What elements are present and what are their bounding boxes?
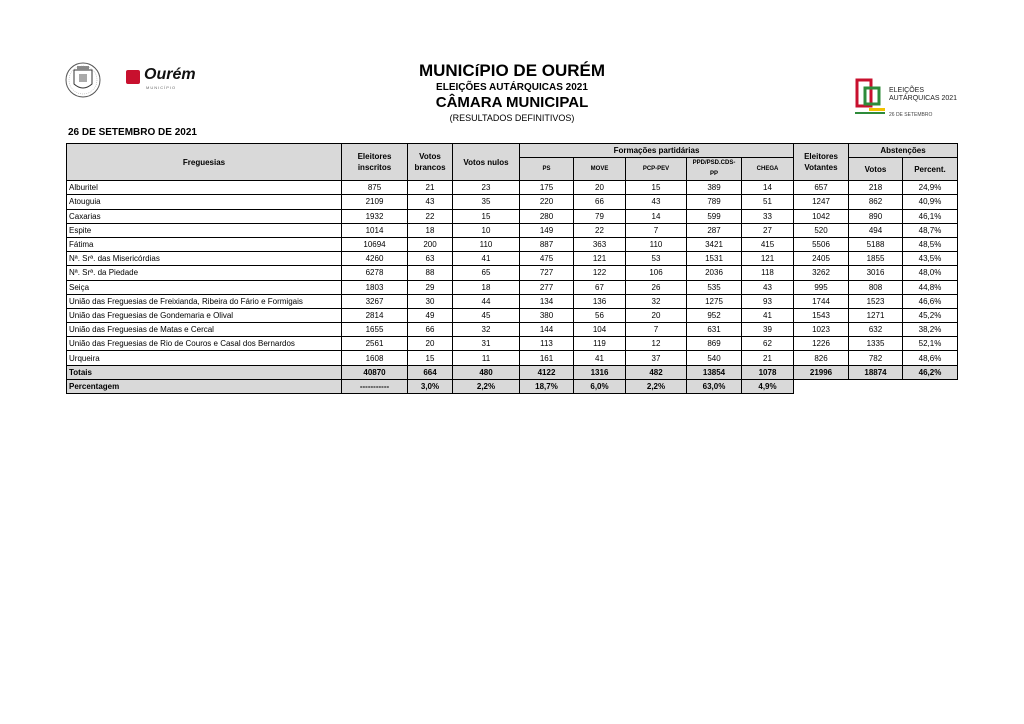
results-rows — [67, 181, 958, 365]
table-cell: 14 — [742, 181, 794, 195]
table-cell: 122 — [574, 266, 626, 280]
table-cell: 10 — [453, 223, 520, 237]
freguesia-name: União das Freguesias de Matas e Cercal — [67, 323, 342, 337]
table-cell: 632 — [849, 323, 903, 337]
header-party-move: MOVE — [574, 158, 626, 181]
freguesia-name: Nª. Srª. das Misericórdias — [67, 252, 342, 266]
table-cell: 31 — [453, 337, 520, 351]
table-cell: 11 — [453, 351, 520, 365]
table-cell: 144 — [520, 323, 574, 337]
table-cell: 22 — [408, 209, 453, 223]
table-cell: 14 — [626, 209, 687, 223]
elections-logo-text: ELEIÇÕES AUTÁRQUICAS 2021 — [889, 87, 958, 102]
header-abstencoes-percent: Percent. — [903, 158, 958, 181]
freguesia-name: Atouguia — [67, 195, 342, 209]
table-cell: 535 — [687, 280, 742, 294]
table-cell: 890 — [849, 209, 903, 223]
table-cell: 22 — [574, 223, 626, 237]
table-cell: 110 — [626, 237, 687, 251]
table-row — [67, 294, 958, 308]
table-cell: 1655 — [342, 323, 408, 337]
table-row — [67, 181, 958, 195]
table-cell: 3016 — [849, 266, 903, 280]
ourem-wordmark-sub: MUNICÍPIO — [146, 85, 177, 90]
table-cell: 21 — [408, 181, 453, 195]
freguesia-name: União das Freguesias de Freixianda, Ribeira do Fário e Formigais — [67, 294, 342, 308]
table-cell: 3421 — [687, 237, 742, 251]
table-cell: 12 — [626, 337, 687, 351]
table-cell: 43,5% — [903, 252, 958, 266]
freguesia-name: Alburitel — [67, 181, 342, 195]
elections-logo-date: 26 DE SETEMBRO — [889, 112, 933, 118]
table-cell: 1608 — [342, 351, 408, 365]
table-cell: 18 — [453, 280, 520, 294]
table-cell: 1275 — [687, 294, 742, 308]
table-cell: 380 — [520, 308, 574, 322]
table-cell: 287 — [687, 223, 742, 237]
table-cell: 65 — [453, 266, 520, 280]
table-cell: 48,5% — [903, 237, 958, 251]
table-cell: 2036 — [687, 266, 742, 280]
table-cell: 45 — [453, 308, 520, 322]
table-cell: 475 — [520, 252, 574, 266]
header-votos-brancos: Votos brancos — [408, 144, 453, 181]
table-cell: 826 — [794, 351, 849, 365]
header-freguesias: Freguesias — [67, 144, 342, 181]
table-cell: 21 — [742, 351, 794, 365]
table-cell: 39 — [742, 323, 794, 337]
page-body-title: CÂMARA MUNICIPAL — [435, 94, 589, 111]
table-cell: 782 — [849, 351, 903, 365]
table-row — [67, 195, 958, 209]
table-cell: 389 — [687, 181, 742, 195]
table-cell: 149 — [520, 223, 574, 237]
table-cell: 494 — [849, 223, 903, 237]
table-cell: 161 — [520, 351, 574, 365]
table-cell: 869 — [687, 337, 742, 351]
table-cell: 62 — [742, 337, 794, 351]
table-cell: 29 — [408, 280, 453, 294]
freguesia-name: Espite — [67, 223, 342, 237]
table-cell: 1523 — [849, 294, 903, 308]
table-cell: 2814 — [342, 308, 408, 322]
header-eleitores-votantes: Eleitores Votantes — [794, 144, 849, 181]
table-row — [67, 323, 958, 337]
table-cell: 104 — [574, 323, 626, 337]
table-cell: 66 — [408, 323, 453, 337]
results-table — [66, 143, 958, 394]
table-cell: 48,7% — [903, 223, 958, 237]
table-cell: 6278 — [342, 266, 408, 280]
table-cell: 18 — [408, 223, 453, 237]
table-cell: 280 — [520, 209, 574, 223]
table-cell: 1023 — [794, 323, 849, 337]
table-cell: 2405 — [794, 252, 849, 266]
table-cell: 113 — [520, 337, 574, 351]
table-cell: 38,2% — [903, 323, 958, 337]
table-cell: 657 — [794, 181, 849, 195]
table-cell: 119 — [574, 337, 626, 351]
table-cell: 20 — [574, 181, 626, 195]
table-cell: 20 — [626, 308, 687, 322]
table-cell: 43 — [742, 280, 794, 294]
table-cell: 277 — [520, 280, 574, 294]
table-cell: 30 — [408, 294, 453, 308]
election-date: 26 DE SETEMBRO DE 2021 — [68, 127, 197, 138]
table-cell: 23 — [453, 181, 520, 195]
table-cell: 37 — [626, 351, 687, 365]
table-cell: 2561 — [342, 337, 408, 351]
table-cell: 93 — [742, 294, 794, 308]
table-cell: 599 — [687, 209, 742, 223]
table-cell: 88 — [408, 266, 453, 280]
table-cell: 887 — [520, 237, 574, 251]
table-cell: 220 — [520, 195, 574, 209]
freguesia-name: Nª. Srª. da Piedade — [67, 266, 342, 280]
table-cell: 46,6% — [903, 294, 958, 308]
table-cell: 79 — [574, 209, 626, 223]
table-cell: 10694 — [342, 237, 408, 251]
table-cell: 1744 — [794, 294, 849, 308]
header-party-ps: PS — [520, 158, 574, 181]
table-cell: 121 — [574, 252, 626, 266]
table-cell: 46,1% — [903, 209, 958, 223]
ourem-wordmark: Ourém — [144, 66, 196, 83]
table-cell: 1932 — [342, 209, 408, 223]
table-cell: 4260 — [342, 252, 408, 266]
table-cell: 415 — [742, 237, 794, 251]
page-subtitle: ELEIÇÕES AUTÁRQUICAS 2021 — [436, 82, 588, 93]
table-cell: 1247 — [794, 195, 849, 209]
table-cell: 175 — [520, 181, 574, 195]
table-cell: 110 — [453, 237, 520, 251]
table-cell: 520 — [794, 223, 849, 237]
table-cell: 7 — [626, 323, 687, 337]
table-cell: 15 — [453, 209, 520, 223]
table-cell: 631 — [687, 323, 742, 337]
header-formacoes: Formações partidárias — [520, 144, 794, 158]
table-cell: 3267 — [342, 294, 408, 308]
table-cell: 1226 — [794, 337, 849, 351]
header-party-psd-cds: PPD/PSD.CDS-PP — [687, 158, 742, 181]
table-cell: 24,9% — [903, 181, 958, 195]
header-votos-nulos: Votos nulos — [453, 144, 520, 181]
table-cell: 20 — [408, 337, 453, 351]
table-row — [67, 209, 958, 223]
table-cell: 1543 — [794, 308, 849, 322]
freguesia-name: Caxarias — [67, 209, 342, 223]
percentage-row: Percentagem ----------- 3,0% 2,2% 18,7% 6,0% 2,2% 63,0% 4,9% — [67, 379, 958, 393]
table-cell: 218 — [849, 181, 903, 195]
table-cell: 118 — [742, 266, 794, 280]
table-row — [67, 252, 958, 266]
table-cell: 1042 — [794, 209, 849, 223]
table-cell: 49 — [408, 308, 453, 322]
table-cell: 789 — [687, 195, 742, 209]
table-cell: 5188 — [849, 237, 903, 251]
table-cell: 33 — [742, 209, 794, 223]
table-cell: 27 — [742, 223, 794, 237]
header-abstencoes-votos: Votos — [849, 158, 903, 181]
table-row — [67, 280, 958, 294]
header-party-pcp-pev: PCP-PEV — [626, 158, 687, 181]
table-row — [67, 266, 958, 280]
table-cell: 106 — [626, 266, 687, 280]
table-cell: 875 — [342, 181, 408, 195]
table-cell: 2109 — [342, 195, 408, 209]
table-cell: 1803 — [342, 280, 408, 294]
table-cell: 952 — [687, 308, 742, 322]
table-cell: 48,6% — [903, 351, 958, 365]
table-cell: 1855 — [849, 252, 903, 266]
table-cell: 134 — [520, 294, 574, 308]
table-cell: 43 — [408, 195, 453, 209]
table-row — [67, 223, 958, 237]
table-cell: 66 — [574, 195, 626, 209]
table-cell: 67 — [574, 280, 626, 294]
table-cell: 1531 — [687, 252, 742, 266]
freguesia-name: União das Freguesias de Rio de Couros e Casal dos Bernardos — [67, 337, 342, 351]
table-row — [67, 337, 958, 351]
table-cell: 41 — [574, 351, 626, 365]
table-row — [67, 308, 958, 322]
table-row — [67, 237, 958, 251]
table-cell: 136 — [574, 294, 626, 308]
table-row — [67, 351, 958, 365]
table-cell: 32 — [626, 294, 687, 308]
freguesia-name: União das Freguesias de Gondemaria e Olival — [67, 308, 342, 322]
table-cell: 808 — [849, 280, 903, 294]
table-cell: 15 — [408, 351, 453, 365]
table-cell: 52,1% — [903, 337, 958, 351]
table-cell: 540 — [687, 351, 742, 365]
table-cell: 727 — [520, 266, 574, 280]
table-cell: 862 — [849, 195, 903, 209]
table-cell: 363 — [574, 237, 626, 251]
freguesia-name: Urqueira — [67, 351, 342, 365]
table-cell: 7 — [626, 223, 687, 237]
totals-row: Totais 40870 664 480 4122 1316 482 13854 1078 21996 18874 46,2% — [67, 365, 958, 379]
table-cell: 43 — [626, 195, 687, 209]
table-cell: 5506 — [794, 237, 849, 251]
page-title: MUNICíPIO DE OURÉM — [418, 61, 606, 80]
table-cell: 45,2% — [903, 308, 958, 322]
results-note: (RESULTADOS DEFINITIVOS) — [449, 113, 575, 123]
table-cell: 51 — [742, 195, 794, 209]
table-cell: 995 — [794, 280, 849, 294]
header-abstencoes: Abstenções — [849, 144, 958, 158]
table-cell: 40,9% — [903, 195, 958, 209]
header-eleitores-inscritos: Eleitores inscritos — [342, 144, 408, 181]
table-cell: 26 — [626, 280, 687, 294]
header-party-chega: CHEGA — [742, 158, 794, 181]
table-cell: 1335 — [849, 337, 903, 351]
table-cell: 35 — [453, 195, 520, 209]
table-cell: 41 — [742, 308, 794, 322]
table-cell: 200 — [408, 237, 453, 251]
table-cell: 44,8% — [903, 280, 958, 294]
table-cell: 32 — [453, 323, 520, 337]
table-cell: 48,0% — [903, 266, 958, 280]
table-cell: 15 — [626, 181, 687, 195]
table-cell: 44 — [453, 294, 520, 308]
table-cell: 1014 — [342, 223, 408, 237]
table-cell: 41 — [453, 252, 520, 266]
freguesia-name: Seiça — [67, 280, 342, 294]
table-cell: 3262 — [794, 266, 849, 280]
table-cell: 1271 — [849, 308, 903, 322]
table-cell: 121 — [742, 252, 794, 266]
table-cell: 63 — [408, 252, 453, 266]
table-cell: 56 — [574, 308, 626, 322]
table-cell: 53 — [626, 252, 687, 266]
freguesia-name: Fátima — [67, 237, 342, 251]
